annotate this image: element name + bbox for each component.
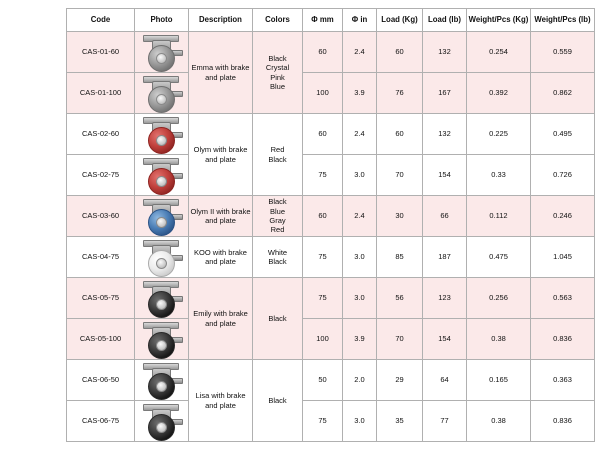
column-header-code: Code: [67, 9, 135, 32]
cell-diameter-in: 3.9: [343, 319, 377, 360]
cell-code: CAS-05-100: [67, 319, 135, 360]
column-header-weight-lb: Weight/Pcs (lb): [531, 9, 595, 32]
cell-diameter-in: 2.4: [343, 196, 377, 237]
cell-weight-kg: 0.256: [467, 278, 531, 319]
cell-description: Olym with brake and plate: [189, 114, 253, 196]
cell-weight-lb: 0.563: [531, 278, 595, 319]
cell-photo: [135, 155, 189, 196]
cell-weight-kg: 0.38: [467, 319, 531, 360]
cell-code: CAS-02-60: [67, 114, 135, 155]
cell-photo: [135, 114, 189, 155]
cell-diameter-mm: 60: [303, 32, 343, 73]
table-row: [67, 237, 595, 278]
cell-weight-kg: 0.475: [467, 237, 531, 278]
caster-photo: [136, 157, 187, 193]
caster-photo: [136, 321, 187, 357]
cell-load-kg: 35: [377, 401, 423, 442]
cell-weight-lb: 0.836: [531, 319, 595, 360]
cell-code: CAS-02-75: [67, 155, 135, 196]
cell-code: CAS-03-60: [67, 196, 135, 237]
cell-colors: Black: [253, 278, 303, 360]
cell-diameter-in: 3.0: [343, 237, 377, 278]
cell-diameter-mm: 50: [303, 360, 343, 401]
cell-load-kg: 60: [377, 32, 423, 73]
table-row: [67, 73, 595, 114]
caster-photo: [136, 75, 187, 111]
cell-diameter-in: 3.9: [343, 73, 377, 114]
caster-photo: [136, 362, 187, 398]
cell-load-lb: 167: [423, 73, 467, 114]
column-header-photo: Photo: [135, 9, 189, 32]
caster-photo: [136, 239, 187, 275]
column-header-diameter-in: Φ in: [343, 9, 377, 32]
cell-load-kg: 70: [377, 319, 423, 360]
cell-diameter-in: 3.0: [343, 278, 377, 319]
cell-load-lb: 77: [423, 401, 467, 442]
cell-description: Lisa with brake and plate: [189, 360, 253, 442]
cell-weight-lb: 0.363: [531, 360, 595, 401]
cell-load-kg: 60: [377, 114, 423, 155]
cell-colors: White Black: [253, 237, 303, 278]
cell-diameter-mm: 75: [303, 401, 343, 442]
cell-photo: [135, 196, 189, 237]
cell-weight-kg: 0.33: [467, 155, 531, 196]
cell-description: Olym II with brake and plate: [189, 196, 253, 237]
cell-weight-kg: 0.392: [467, 73, 531, 114]
table-row: [67, 278, 595, 319]
column-header-load-kg: Load (Kg): [377, 9, 423, 32]
cell-weight-lb: 0.862: [531, 73, 595, 114]
cell-weight-kg: 0.254: [467, 32, 531, 73]
cell-diameter-in: 2.0: [343, 360, 377, 401]
table-row: [67, 319, 595, 360]
column-header-diameter-mm: Φ mm: [303, 9, 343, 32]
cell-load-kg: 76: [377, 73, 423, 114]
cell-diameter-in: 3.0: [343, 401, 377, 442]
cell-code: CAS-01-60: [67, 32, 135, 73]
caster-photo: [136, 403, 187, 439]
caster-photo: [136, 198, 187, 234]
column-header-colors: Colors: [253, 9, 303, 32]
cell-photo: [135, 360, 189, 401]
cell-colors: Red Black: [253, 114, 303, 196]
cell-load-lb: 64: [423, 360, 467, 401]
caster-photo: [136, 116, 187, 152]
cell-photo: [135, 401, 189, 442]
cell-diameter-mm: 75: [303, 155, 343, 196]
caster-photo: [136, 280, 187, 316]
cell-load-kg: 56: [377, 278, 423, 319]
cell-code: CAS-05-75: [67, 278, 135, 319]
cell-load-lb: 187: [423, 237, 467, 278]
cell-code: CAS-06-50: [67, 360, 135, 401]
cell-load-lb: 132: [423, 114, 467, 155]
table-row: [67, 155, 595, 196]
cell-weight-lb: 1.045: [531, 237, 595, 278]
cell-description: Emma with brake and plate: [189, 32, 253, 114]
column-header-weight-kg: Weight/Pcs (Kg): [467, 9, 531, 32]
cell-diameter-in: 3.0: [343, 155, 377, 196]
cell-load-kg: 70: [377, 155, 423, 196]
table-row: [67, 401, 595, 442]
cell-load-lb: 154: [423, 319, 467, 360]
cell-code: CAS-04-75: [67, 237, 135, 278]
cell-photo: [135, 32, 189, 73]
cell-diameter-mm: 100: [303, 319, 343, 360]
cell-weight-lb: 0.495: [531, 114, 595, 155]
cell-code: CAS-06-75: [67, 401, 135, 442]
table-body: [67, 32, 595, 442]
cell-colors: Black Blue Gray Red: [253, 196, 303, 237]
cell-load-lb: 132: [423, 32, 467, 73]
cell-load-kg: 85: [377, 237, 423, 278]
cell-load-kg: 29: [377, 360, 423, 401]
cell-weight-kg: 0.112: [467, 196, 531, 237]
cell-code: CAS-01-100: [67, 73, 135, 114]
cell-weight-lb: 0.836: [531, 401, 595, 442]
cell-photo: [135, 278, 189, 319]
cell-load-lb: 123: [423, 278, 467, 319]
cell-diameter-mm: 75: [303, 278, 343, 319]
cell-diameter-in: 2.4: [343, 32, 377, 73]
cell-weight-kg: 0.165: [467, 360, 531, 401]
cell-weight-lb: 0.246: [531, 196, 595, 237]
table-row: [67, 114, 595, 155]
cell-load-kg: 30: [377, 196, 423, 237]
caster-spec-table: [66, 8, 595, 442]
table-header: [67, 9, 595, 32]
cell-colors: Black: [253, 360, 303, 442]
cell-photo: [135, 319, 189, 360]
column-header-description: Description: [189, 9, 253, 32]
header-row: [67, 9, 595, 32]
cell-diameter-in: 2.4: [343, 114, 377, 155]
column-header-load-lb: Load (lb): [423, 9, 467, 32]
cell-description: KOO with brake and plate: [189, 237, 253, 278]
cell-photo: [135, 73, 189, 114]
cell-diameter-mm: 60: [303, 114, 343, 155]
table-row: [67, 196, 595, 237]
cell-load-lb: 154: [423, 155, 467, 196]
cell-description: Emily with brake and plate: [189, 278, 253, 360]
cell-diameter-mm: 100: [303, 73, 343, 114]
cell-photo: [135, 237, 189, 278]
cell-diameter-mm: 75: [303, 237, 343, 278]
cell-weight-kg: 0.38: [467, 401, 531, 442]
table-row: [67, 32, 595, 73]
caster-photo: [136, 34, 187, 70]
cell-load-lb: 66: [423, 196, 467, 237]
cell-weight-lb: 0.559: [531, 32, 595, 73]
cell-diameter-mm: 60: [303, 196, 343, 237]
cell-weight-lb: 0.726: [531, 155, 595, 196]
cell-colors: Black Crystal Pink Blue: [253, 32, 303, 114]
table-row: [67, 360, 595, 401]
cell-weight-kg: 0.225: [467, 114, 531, 155]
